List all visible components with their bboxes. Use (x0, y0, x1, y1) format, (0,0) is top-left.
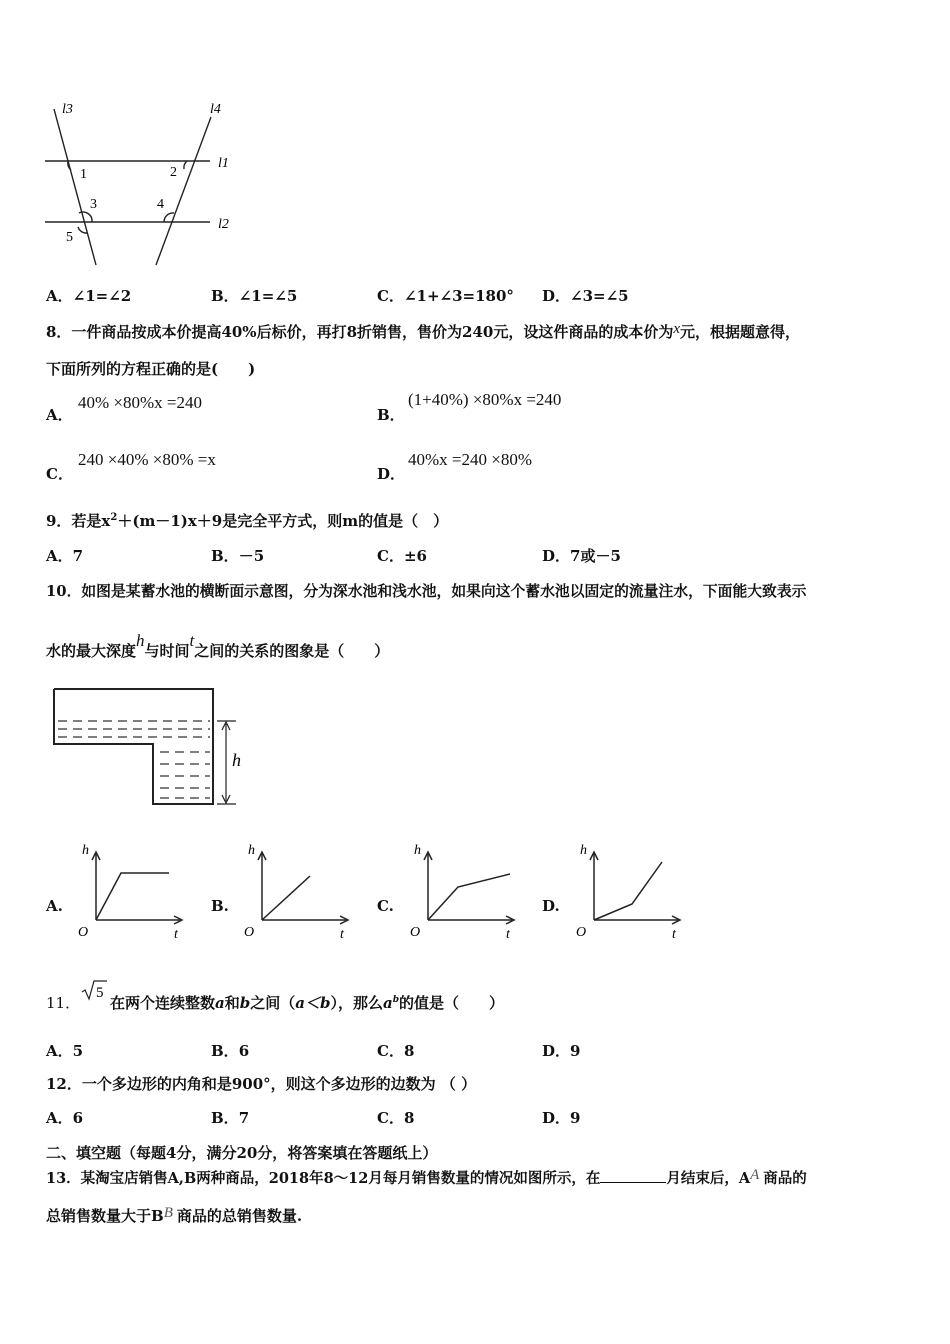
q10-graph-c[interactable] (404, 838, 524, 943)
q12-option-a[interactable]: A．6 (46, 1109, 84, 1127)
svg-text:t: t (174, 927, 178, 942)
label-l1: l1 (218, 156, 229, 171)
q10-stem-line1: 10．如图是某蓄水池的横断面示意图，分为深水池和浅水池，如果向这个蓄水池以固定的流量注水，下面能大致表示 (46, 583, 807, 600)
q8-option-c-letter[interactable]: C． (46, 465, 73, 483)
section-2-title: 二、填空题（每题4分，满分20分，将答案填在答题纸上） (46, 1144, 438, 1162)
q10-option-b-letter[interactable]: B. (211, 897, 229, 915)
svg-text:h: h (248, 843, 255, 858)
pool-h-label: h (232, 750, 241, 770)
q11-sqrt-symbol (80, 978, 108, 1002)
svg-text:h: h (82, 843, 89, 858)
q11-option-b[interactable]: B．6 (211, 1042, 250, 1060)
q7-option-a[interactable]: A．∠1=∠2 (46, 287, 132, 305)
q11-radicand: 5 (96, 985, 104, 1001)
q13-answer-blank[interactable] (600, 1170, 666, 1183)
q8-option-a-formula: 40% ×80%x =240 (78, 393, 202, 412)
q10-option-c-letter[interactable]: C. (377, 897, 394, 915)
q8-var-x: x (673, 321, 680, 337)
q7-option-d[interactable]: D．∠3=∠5 (542, 287, 629, 305)
label-l4: l4 (210, 102, 221, 117)
q8-option-b-formula: (1+40%) ×80%x =240 (408, 390, 562, 409)
q11-number: 11． (46, 994, 81, 1012)
svg-text:O: O (244, 925, 255, 940)
svg-text:t: t (672, 927, 676, 942)
q7-option-c[interactable]: C．∠1+∠3=180° (377, 287, 514, 305)
q13-stem-line2: 总销售数量大于BB 商品的总销售数量. (46, 1205, 303, 1225)
q7-figure (40, 95, 240, 270)
q10-pool-figure (50, 684, 260, 810)
curve-d (594, 862, 662, 920)
q9-option-b[interactable]: B．－5 (211, 547, 265, 565)
angle-4: 4 (157, 197, 164, 212)
q9-option-d[interactable]: D．7或－5 (542, 547, 621, 565)
svg-text:h: h (580, 843, 587, 858)
q8-option-c-formula: 240 ×40% ×80% =x (78, 450, 216, 469)
q11-option-a[interactable]: A．5 (46, 1042, 84, 1060)
angle-3: 3 (90, 197, 97, 212)
q11-option-d[interactable]: D．9 (542, 1042, 581, 1060)
q8-option-a-letter[interactable]: A． (46, 406, 73, 424)
line-l4 (156, 117, 211, 265)
q8-stem-line2: 下面所列的方程正确的是( ) (46, 360, 256, 378)
q12-option-d[interactable]: D．9 (542, 1109, 581, 1127)
q9-option-c[interactable]: C．±6 (377, 547, 427, 565)
q10-graph-d[interactable] (570, 838, 690, 943)
label-l3: l3 (62, 102, 73, 117)
q10-graph-a[interactable] (72, 838, 192, 943)
q8-option-d-formula: 40%x =240 ×80% (408, 450, 532, 469)
curve-b (262, 876, 310, 920)
q10-graph-b[interactable] (238, 838, 358, 943)
q9-option-a[interactable]: A．7 (46, 547, 84, 565)
q12-stem: 12．一个多边形的内角和是900°，则这个多边形的边数为 （ ） (46, 1075, 477, 1093)
svg-text:O: O (78, 925, 89, 940)
q10-option-a-letter[interactable]: A. (46, 897, 63, 915)
svg-text:O: O (410, 925, 421, 940)
angle-1: 1 (80, 167, 87, 182)
q8-stem-line1: 8．一件商品按成本价提高40%后标价，再打8折销售，售价为240元，设这件商品的成本价为x元，根据题意得， (46, 321, 801, 341)
angle-5: 5 (66, 230, 73, 245)
svg-text:h: h (414, 843, 421, 858)
q12-option-b[interactable]: B．7 (211, 1109, 250, 1127)
q11-option-c[interactable]: C．8 (377, 1042, 415, 1060)
q12-option-c[interactable]: C．8 (377, 1109, 415, 1127)
curve-c (428, 874, 510, 920)
angle-2: 2 (170, 165, 177, 180)
q7-option-b[interactable]: B．∠1=∠5 (211, 287, 298, 305)
q11-stem: 在两个连续整数a和b之间（a＜b），那么$a^b$的值是（ ） (110, 994, 505, 1012)
svg-text:O: O (576, 925, 587, 940)
svg-text:t: t (340, 927, 344, 942)
q10-stem-line2: 水的最大深度h与时间t之间的关系的图象是（ ） (46, 631, 390, 660)
q13-stem-line1: 13．某淘宝店销售A,B两种商品，2018年8～12月每月销售数量的情况如图所示，在 月结束后，AA 商品的 (46, 1167, 807, 1187)
curve-a (96, 873, 169, 920)
label-l2: l2 (218, 217, 229, 232)
svg-text:t: t (506, 927, 510, 942)
q8-option-d-letter[interactable]: D． (377, 465, 406, 483)
line-l3 (54, 109, 96, 265)
q8-option-b-letter[interactable]: B． (377, 406, 405, 424)
q9-stem: 9．若是$x^2+(m-1)x+9$是完全平方式，则m的值是（ ） (46, 512, 449, 530)
q10-option-d-letter[interactable]: D. (542, 897, 560, 915)
